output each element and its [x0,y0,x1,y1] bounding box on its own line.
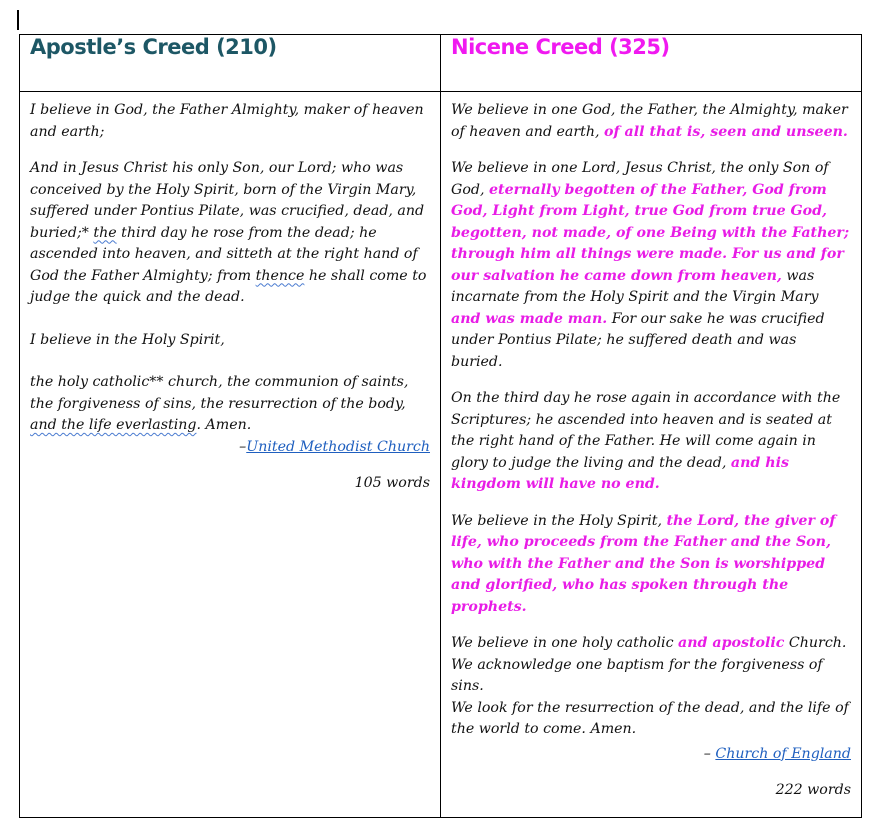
nicene-p1-text: We believe in one God, the Father, the Almighty, maker of heaven and earth, [451,102,848,140]
apostles-p4-flagged-phrase: and the life everlasting [30,417,197,433]
header-row [20,35,862,92]
apostles-p4-line-2: the forgiveness of sins, the resurrection of the body, [30,395,406,412]
nicene-paragraph-2 [451,158,851,373]
nicene-p2-addition: eternally begotten of the Father, God from God, Light from Light, true God from true God, begotten, not made, of one Being with the Father; through him all things were made. For us and for our salvation he came down from heaven, [451,181,850,284]
nicene-creed-header: Nicene Creed (325) [441,35,862,92]
apostles-p2-text-end: he shall come to judge the quick and the dead. [30,267,427,305]
body-row [20,92,862,818]
apostles-p2-text-cont: third day he rose from the dead; he ascended into heaven, and sitteth at the right hand of God the Father Almighty; from [30,224,418,284]
apostles-paragraph-2 [30,158,430,309]
apostles-paragraph-4 [30,372,430,437]
apostles-p4-line-1: the holy catholic** church, the communion of saints, [30,374,409,390]
nicene-attribution [451,744,851,766]
nicene-p2-text-end: For our sake he was crucified under Pontius Pilate; he suffered death and was buried. [451,310,825,370]
nicene-p5-addition: and apostolic [678,635,785,651]
nicene-p2-addition-man: and was made man. [451,310,608,327]
nicene-paragraph-5 [451,633,851,741]
apostles-attribution [30,437,430,459]
nicene-p3-addition: and his kingdom will have no end. [451,454,789,492]
creed-comparison-table [19,34,862,818]
church-of-england-link[interactable]: Church of England [715,745,851,762]
attribution-dash: – [239,438,247,455]
nicene-p3-text: On the third day he rose again in accordance with the Scriptures; he ascended into heaven and is seated at the right hand of the Father. He will come again in glory to judge the living and the dead, [451,390,841,471]
nicene-paragraph-4 [451,511,851,619]
apostles-p2-flagged-thence: thence [255,267,305,284]
apostles-creed-header: Apostle’s Creed (210) [20,35,441,92]
apostles-word-count: 105 words [354,475,430,491]
apostles-paragraph-1: I believe in God, the Father Almighty, maker of heaven and earth; [30,102,424,140]
nicene-p5-baptism: We acknowledge one baptism for the forgiveness of sins. [451,656,823,694]
nicene-p2-text: We believe in one Lord, Jesus Christ, the only Son of God, [451,160,829,198]
nicene-p5-resurrection: We look for the resurrection of the dead, and the life of the world to come. Amen. [451,699,849,737]
text-cursor [17,10,19,30]
nicene-creed-column [441,92,862,818]
nicene-p2-text-cont: was incarnate from the Holy Spirit and the Virgin Mary [451,267,819,305]
nicene-p5-text: We believe in one holy catholic [451,635,679,651]
nicene-p1-addition: of all that is, seen and unseen. [604,123,848,140]
apostles-p2-flagged-word: the [93,224,117,241]
nicene-p4-addition: the Lord, the giver of life, who proceeds from the Father and the Son, who with the Father and the Son is worshipped and glorified, who has spoken through the prophets. [451,512,836,615]
nicene-paragraph-1 [451,100,851,143]
attribution-dash: – [703,745,716,762]
nicene-paragraph-3 [451,388,851,496]
apostles-p2-text: And in Jesus Christ his only Son, our Lord; who was conceived by the Holy Spirit, born of the Virgin Mary, suffered under Pontius Pilate, was crucified, dead, and buried;* [30,160,425,241]
nicene-p4-text: We believe in the Holy Spirit, [451,512,667,529]
united-methodist-church-link[interactable]: United Methodist Church [246,438,430,455]
apostles-paragraph-3: I believe in the Holy Spirit, [30,331,225,348]
apostles-creed-column [20,92,441,818]
nicene-p5-church: Church. [784,635,847,651]
nicene-word-count: 222 words [775,782,851,798]
apostles-p4-amen: . Amen. [196,417,252,433]
